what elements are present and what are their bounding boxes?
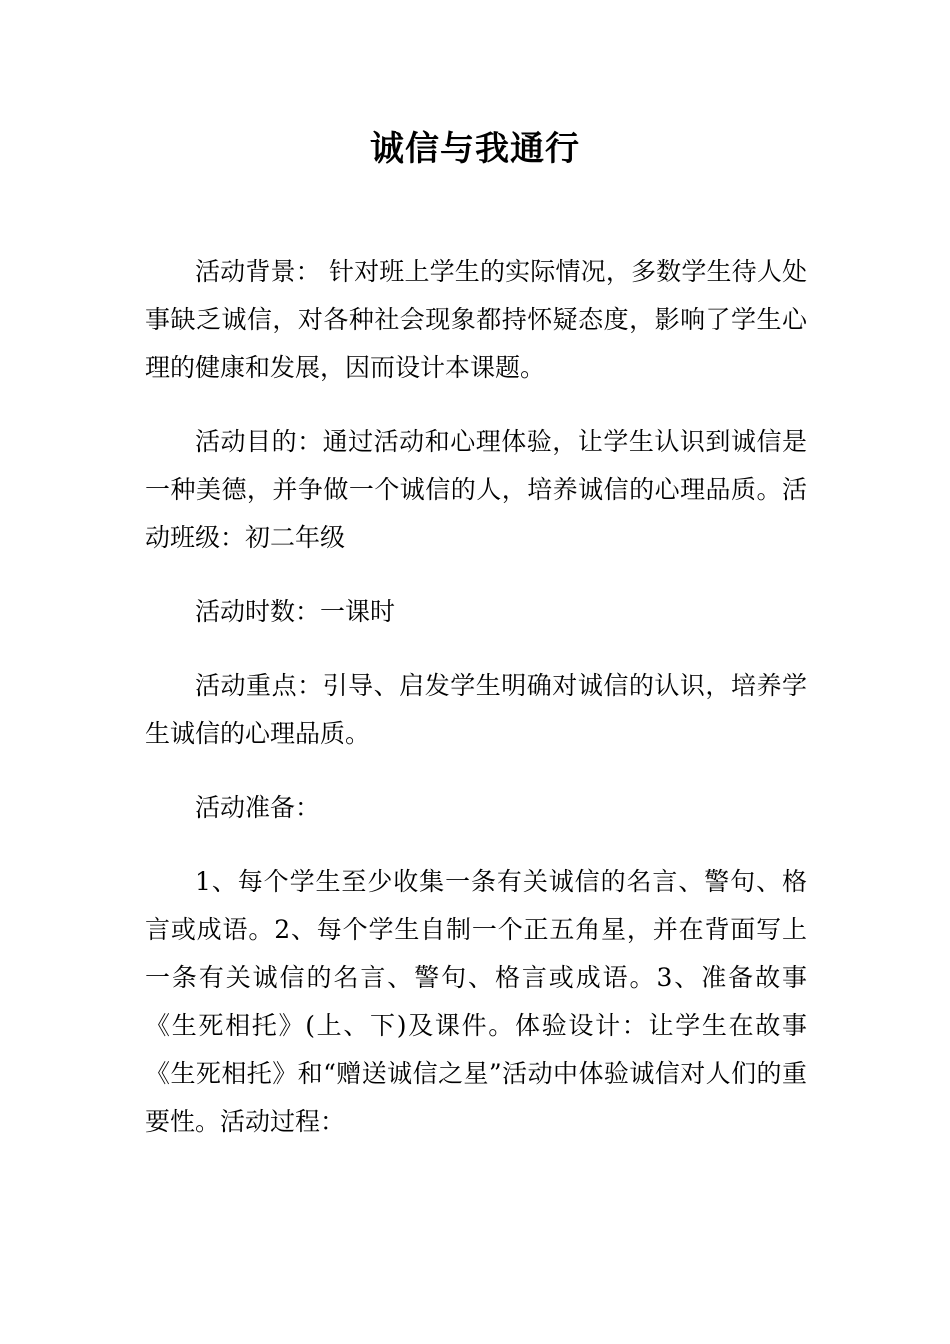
paragraph-activity-goal: 活动目的：通过活动和心理体验，让学生认识到诚信是一种美德，并争做一个诚信的人，培养诚信的心理品质。活动班级：初二年级 — [145, 427, 807, 552]
paragraph-activity-preparation: 活动准备： — [195, 793, 321, 822]
paragraph-activity-duration: 活动时数：一课时 — [195, 597, 396, 626]
paragraph-activity-focus: 活动重点：引导、启发学生明确对诚信的认识，培养学生诚信的心理品质。 — [145, 671, 807, 748]
paragraph-preparation-items: 1、每个学生至少收集一条有关诚信的名言、警句、格言或成语。2、每个学生自制一个正五角星，并在背面写上一条有关诚信的名言、警句、格言或成语。3、准备故事《生死相托》(上、下)及课件。体验设计：让学生在故事《生死相托》和“赠送诚信之星”活动中体验诚信对人们的重要性。活动过程： — [145, 867, 807, 1136]
document-title: 诚信与我通行 — [370, 129, 580, 169]
document-body — [145, 248, 807, 1172]
paragraph-activity-background: 活动背景： 针对班上学生的实际情况，多数学生待人处事缺乏诚信，对各种社会现象都持怀疑态度，影响了学生心理的健康和发展，因而设计本课题。 — [145, 257, 807, 382]
